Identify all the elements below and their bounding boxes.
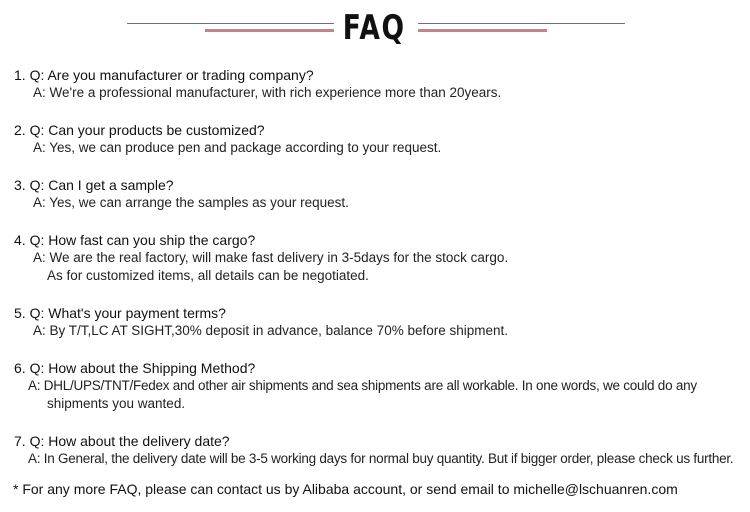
faq-item [14,176,744,212]
faq-question: 4. Q: How fast can you ship the cargo? [14,232,256,248]
header-rule-right-thin [418,23,625,24]
faq-header [0,0,750,56]
faq-question: 6. Q: How about the Shipping Method? [14,360,256,376]
faq-answer: A: Yes, we can arrange the samples as your request. [33,195,349,210]
faq-question: 3. Q: Can I get a sample? [14,177,174,193]
faq-answer: A: We're a professional manufacturer, with rich experience more than 20years. [33,85,502,100]
faq-item [14,359,744,413]
faq-item [14,432,744,468]
faq-question: 1. Q: Are you manufacturer or trading company? [14,67,314,83]
faq-item [14,231,744,285]
faq-answer: A: DHL/UPS/TNT/Fedex and other air shipments and sea shipments are all workable. In one words, we could do any [28,378,697,393]
faq-answer-continued: shipments you wanted. [47,396,186,411]
faq-question: 5. Q: What's your payment terms? [14,305,226,321]
faq-item [14,66,744,102]
header-rule-right-thick [418,29,547,32]
faq-question: 2. Q: Can your products be customized? [14,122,265,138]
header-rule-left-thin [127,23,334,24]
faq-answer: A: In General, the delivery date will be 3-5 working days for normal buy quantity. But if bigger order, please check us further. [28,451,734,466]
faq-answer-continued: As for customized items, all details can be negotiated. [47,268,369,283]
faq-list [14,66,744,487]
page-title: FAQ [342,8,406,48]
faq-question: 7. Q: How about the delivery date? [14,433,230,449]
faq-answer: A: Yes, we can produce pen and package according to your request. [33,140,442,155]
faq-answer: A: By T/T,LC AT SIGHT,30% deposit in advance, balance 70% before shipment. [33,323,509,338]
faq-answer: A: We are the real factory, will make fast delivery in 3-5days for the stock cargo. [33,250,509,265]
faq-item [14,121,744,157]
header-rule-left-thick [205,29,334,32]
faq-item [14,304,744,340]
footer-note: * For any more FAQ, please can contact us by Alibaba account, or send email to michelle@lschuanren.com [13,481,678,497]
